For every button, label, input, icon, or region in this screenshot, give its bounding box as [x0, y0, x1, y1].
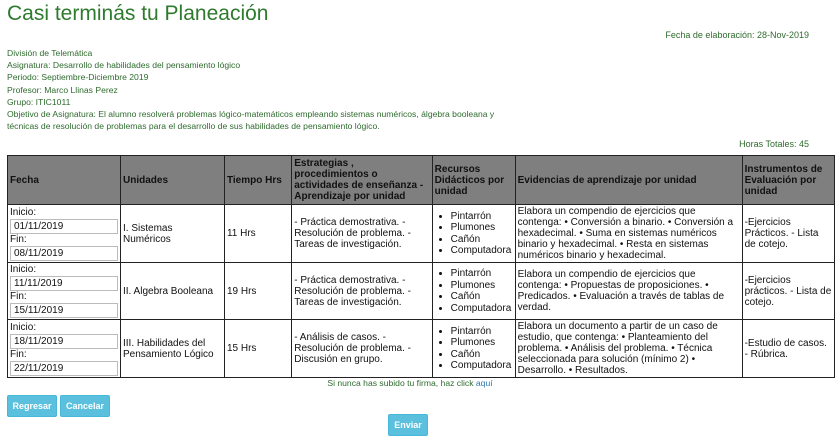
recurso-item: • Computadora — [451, 360, 513, 372]
evidencias-cell: Elabora un documento a partir de un caso de estudio, que contenga: • Planteamiento del problema. • Análisis del problema. • Técnica seleccionada para solución (mínimo 2) • Desarrollo. • Resultados. — [515, 320, 742, 378]
instrumentos-cell: -Estudio de casos. - Rúbrica. — [742, 320, 834, 378]
inicio-label: Inicio: — [10, 207, 118, 219]
fin-label: Fin: — [10, 291, 118, 303]
header-evidencias: Evidencias de aprendizaje por unidad — [515, 156, 742, 205]
table-row — [8, 205, 835, 263]
inicio-label: Inicio: — [10, 322, 118, 334]
tiempo-cell: 15 Hrs — [224, 320, 291, 378]
recurso-item: • Plumones — [451, 337, 513, 349]
division-text: División de Telemática — [7, 48, 93, 58]
recurso-item: • Pintarrón — [451, 211, 513, 223]
enviar-button[interactable]: Enviar — [388, 414, 428, 436]
table-row — [8, 263, 835, 320]
recurso-item: • Computadora — [451, 303, 513, 315]
inicio-date-input[interactable]: 18/11/2019 — [10, 334, 118, 349]
fin-label: Fin: — [10, 234, 118, 246]
recurso-item: • Plumones — [451, 222, 513, 234]
regresar-button[interactable]: Regresar — [7, 395, 57, 417]
recurso-item: • Cañón — [451, 234, 513, 246]
tiempo-cell: 11 Hrs — [224, 205, 291, 263]
firma-text: Si nunca has subido tu firma, haz click — [327, 378, 476, 388]
recurso-item: • Cañón — [451, 349, 513, 361]
recursos-cell — [432, 205, 515, 263]
unidad-cell: III. Habilidades del Pensamiento Lógico — [121, 320, 225, 378]
instrumentos-cell: -Ejercicios prácticos. - Lista de cotejo. — [742, 263, 834, 320]
fecha-cell — [8, 263, 121, 320]
header-unidades: Unidades — [121, 156, 225, 205]
firma-link[interactable]: aquí — [475, 378, 493, 388]
objetivo-text-1: Objetivo de Asignatura: El alumno resolverá problemas lógico-matemáticos empleando sistemas numéricos, álgebra booleana y — [7, 109, 495, 120]
planeacion-table — [7, 155, 835, 378]
table-header-row — [8, 156, 835, 205]
page-title: Casi terminás tu Planeación — [7, 2, 269, 25]
inicio-label: Inicio: — [10, 264, 118, 276]
asignatura-text: Asignatura: Desarrollo de habilidades del pensamiento lógico — [7, 60, 241, 71]
header-tiempo: Tiempo Hrs — [224, 156, 291, 205]
cancelar-button[interactable]: Cancelar — [60, 395, 110, 417]
header-recursos: Recursos Didácticos por unidad — [432, 156, 515, 205]
instrumentos-cell: -Ejercicios Prácticos. - Lista de cotejo. — [742, 205, 834, 263]
fecha-cell — [8, 205, 121, 263]
recursos-cell — [432, 263, 515, 320]
objetivo-text-2: técnicas de resolución de problemas para el desarrollo de sus habilidades de pensamiento lógico. — [7, 121, 380, 132]
header-fecha: Fecha — [8, 156, 121, 205]
fecha-cell — [8, 320, 121, 378]
recursos-cell — [432, 320, 515, 378]
header-instrumentos: Instrumentos de Evaluación por unidad — [742, 156, 834, 205]
table-row — [8, 320, 835, 378]
fecha-elaboracion: Fecha de elaboración: 28-Nov-2019 — [665, 30, 809, 40]
tiempo-cell: 19 Hrs — [224, 263, 291, 320]
profesor-text: Profesor: Marco Llinas Perez — [7, 84, 118, 95]
course-info — [7, 47, 527, 132]
inicio-date-input[interactable]: 01/11/2019 — [10, 219, 118, 234]
estrategias-cell: - Análisis de casos. - Resolución de problema. - Discusión en grupo. — [292, 320, 432, 378]
fin-label: Fin: — [10, 349, 118, 361]
recurso-item: • Pintarrón — [451, 326, 513, 338]
evidencias-cell: Elabora un compendio de ejercicios que contenga: • Propuestas de proposiciones. • Predicados. • Evaluación a través de tablas de verdad. — [515, 263, 742, 320]
estrategias-cell: - Práctica demostrativa. - Resolución de problema. - Tareas de investigación. — [292, 263, 432, 320]
firma-notice — [0, 378, 820, 388]
periodo-text: Periodo: Septiembre-Diciembre 2019 — [7, 72, 149, 83]
fin-date-input[interactable]: 22/11/2019 — [10, 361, 118, 376]
fin-date-input[interactable]: 15/11/2019 — [10, 303, 118, 318]
recurso-item: • Cañón — [451, 291, 513, 303]
fin-date-input[interactable]: 08/11/2019 — [10, 246, 118, 261]
header-estrategias: Estrategias , procedimientos o actividades de enseñanza - Aprendizaje por unidad — [292, 156, 432, 205]
horas-totales: Horas Totales: 45 — [739, 139, 809, 149]
estrategias-cell: - Práctica demostrativa. - Resolución de problema. - Tareas de investigación. — [292, 205, 432, 263]
unidad-cell: I. Sistemas Numéricos — [121, 205, 225, 263]
recurso-item: • Pintarrón — [451, 268, 513, 280]
evidencias-cell: Elabora un compendio de ejercicios que contenga: • Conversión a binario. • Conversión a hexadecimal. • Suma en sistemas numéricos binario y hexadecimal. • Resta en sistemas numéricos binario y hexadecimal. — [515, 205, 742, 263]
grupo-text: Grupo: ITIC1011 — [7, 96, 71, 107]
unidad-cell: II. Algebra Booleana — [121, 263, 225, 320]
inicio-date-input[interactable]: 11/11/2019 — [10, 276, 118, 291]
recurso-item: • Plumones — [451, 280, 513, 292]
recurso-item: • Computadora — [451, 245, 513, 257]
